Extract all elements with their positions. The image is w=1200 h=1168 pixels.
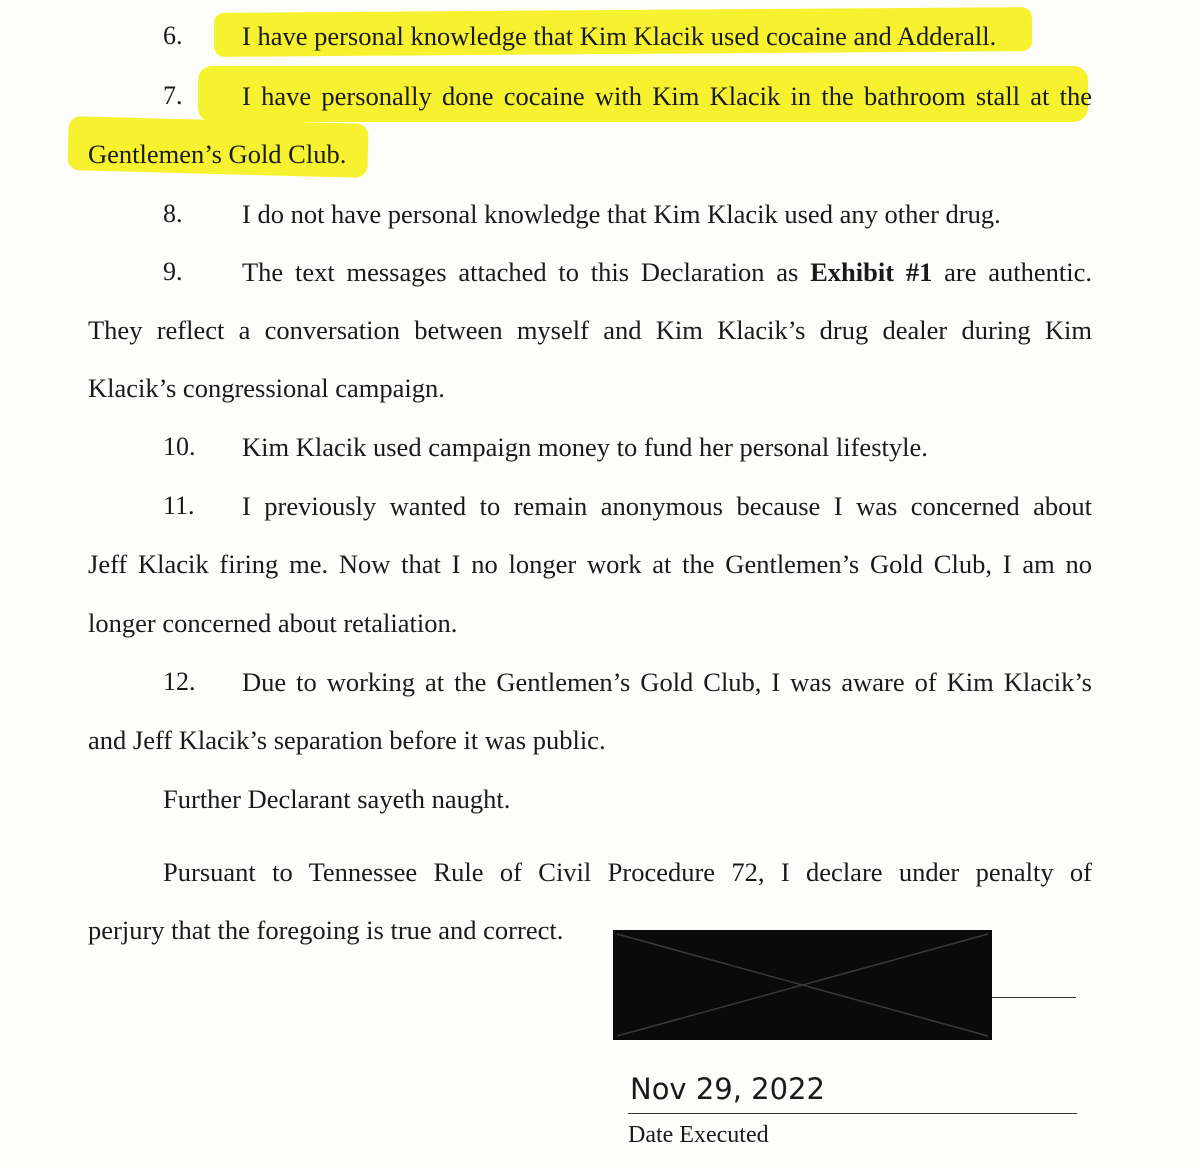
pursuant-line-1: Pursuant to Tennessee Rule of Civil Procedure 72, I declare under penalty of	[163, 857, 1092, 887]
paragraph-9-line-2: They reflect a conversation between myself and Kim Klacik’s drug dealer during Kim	[88, 315, 1092, 345]
paragraph-number-10: 10.	[163, 432, 196, 461]
paragraph-10-text: Kim Klacik used campaign money to fund her personal lifestyle.	[242, 432, 928, 462]
paragraph-9-text-after: are authentic.	[932, 257, 1092, 287]
paragraph-12-line-2: and Jeff Klacik’s separation before it was public.	[88, 725, 606, 755]
paragraph-number-7: 7.	[163, 81, 183, 110]
paragraph-number-8: 8.	[163, 199, 183, 228]
exhibit-reference: Exhibit #1	[810, 257, 933, 287]
signature-line	[992, 997, 1076, 998]
paragraph-7-line-1: I have personally done cocaine with Kim Klacik in the bathroom stall at the	[242, 81, 1092, 111]
paragraph-9-line-3: Klacik’s congressional campaign.	[88, 373, 445, 403]
paragraph-9-line-1	[242, 256, 1092, 288]
pursuant-line-2: perjury that the foregoing is true and correct.	[88, 915, 564, 945]
further-declarant-text: Further Declarant sayeth naught.	[163, 784, 511, 814]
paragraph-12-line-1: Due to working at the Gentlemen’s Gold Club, I was aware of Kim Klacik’s	[242, 667, 1092, 697]
date-executed-label: Date Executed	[628, 1122, 769, 1148]
paragraph-11-line-2: Jeff Klacik firing me. Now that I no longer work at the Gentlemen’s Gold Club, I am no	[88, 549, 1092, 579]
paragraph-11-line-1: I previously wanted to remain anonymous because I was concerned about	[242, 491, 1092, 521]
paragraph-8-text: I do not have personal knowledge that Kim Klacik used any other drug.	[242, 199, 1001, 229]
paragraph-number-9: 9.	[163, 257, 183, 286]
redaction-x-mark	[613, 930, 992, 1040]
redacted-signature-box	[613, 930, 992, 1040]
paragraph-9-text-before: The text messages attached to this Declaration as	[242, 257, 811, 287]
paragraph-number-11: 11.	[163, 491, 195, 520]
paragraph-number-12: 12.	[163, 667, 196, 696]
paragraph-6-text: I have personal knowledge that Kim Klacik used cocaine and Adderall.	[242, 21, 997, 51]
date-line	[628, 1113, 1077, 1114]
date-executed-value: Nov 29, 2022	[630, 1072, 825, 1106]
paragraph-11-line-3: longer concerned about retaliation.	[88, 608, 458, 638]
paragraph-7-line-2: Gentlemen’s Gold Club.	[88, 139, 347, 169]
paragraph-number-6: 6.	[163, 21, 183, 50]
